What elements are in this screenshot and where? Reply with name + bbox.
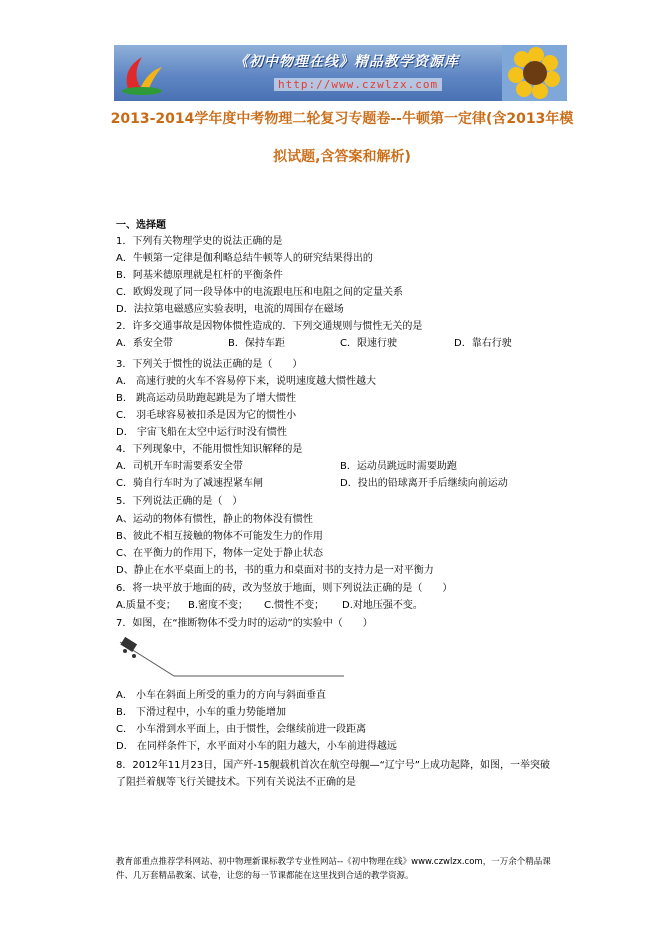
footer-note: 教育部重点推荐学科网站、初中物理新课标教学专业性网站--《初中物理在线》www.czwlzx.com，一万余个精品课件、几万套精品教案、试卷，让您的每一节课都能在这里找到合适的教学资源。	[116, 857, 551, 881]
option-b: B． 下滑过程中，小车的重力势能增加	[116, 707, 287, 718]
option-a: A． 高速行驶的火车不容易停下来，说明速度越大惯性越大	[116, 376, 377, 387]
option-d: D．法拉第电磁感应实验表明，电流的周围存在磁场	[116, 304, 344, 315]
banner-title: 《初中物理在线》精品教学资源库	[234, 54, 459, 70]
option-d: D． 在同样条件下，水平面对小车的阻力越大，小车前进得越远	[116, 741, 397, 752]
option-b: B.密度不变；	[188, 600, 249, 611]
header-banner	[114, 45, 567, 101]
option-d: D．靠右行驶	[454, 338, 512, 349]
question-stem: 3．下列关于惯性的说法正确的是（ ）	[116, 359, 303, 370]
question-stem: 4．下列现象中，不能用惯性知识解释的是	[116, 444, 303, 455]
option-b: B．保持车距	[228, 338, 285, 349]
question-stem: 7．如图，在“推断物体不受力时的运动”的实验中（ ）	[116, 618, 373, 629]
question-stem: 6．将一块平放于地面的砖，改为竖放于地面，则下列说法正确的是（ ）	[116, 583, 453, 594]
option-c: C.惯性不变；	[264, 600, 325, 611]
option-c: C．限速行驶	[340, 338, 397, 349]
sunflower-icon	[502, 45, 567, 101]
banner-url[interactable]: http://www.czwlzx.com	[274, 78, 442, 91]
option-c: C．欧姆发现了同一段导体中的电流跟电压和电阻之间的定量关系	[116, 287, 403, 298]
section-heading: 一、选择题	[116, 220, 166, 231]
option-c: C、在平衡力的作用下，物体一定处于静止状态	[116, 548, 323, 559]
option-d: D．投出的铅球离开手后继续向前运动	[340, 478, 508, 489]
option-b: B． 跳高运动员助跑起跳是为了增大惯性	[116, 393, 297, 404]
question-stem: 2．许多交通事故是因物体惯性造成的．下列交通规则与惯性无关的是	[116, 321, 423, 332]
option-d: D、静止在水平桌面上的书，书的重力和桌面对书的支持力是一对平衡力	[116, 565, 434, 576]
question-stem: 1．下列有关物理学史的说法正确的是	[116, 236, 283, 247]
option-b: B．运动员跳远时需要助跑	[340, 461, 457, 472]
option-a: A．系安全带	[116, 338, 173, 349]
option-a: A．司机开车时需要系安全带	[116, 461, 243, 472]
incline-cart-figure	[116, 636, 346, 684]
question-stem: 5．下列说法正确的是（ ）	[116, 496, 243, 507]
document-title: 2013-2014学年度中考物理二轮复习专题卷--牛顿第一定律(含2013年模拟试题,含答案和解析)	[110, 111, 574, 165]
option-b: B、彼此不相互接触的物体不可能发生力的作用	[116, 531, 323, 542]
option-a: A． 小车在斜面上所受的重力的方向与斜面垂直	[116, 690, 327, 701]
option-a: A．牛顿第一定律是伽利略总结牛顿等人的研究结果得出的	[116, 253, 373, 264]
question-stem: 8．2012年11月23日，国产歼-15舰载机首次在航空母舰—“辽宁号”上成功起降，如图，一举突破了阻拦着舰等飞行关键技术。下列有关说法不正确的是	[116, 760, 550, 788]
option-a: A.质量不变；	[116, 600, 176, 611]
option-c: C．骑自行车时为了减速捏紧车闸	[116, 478, 263, 489]
option-c: C． 小车滑到水平面上，由于惯性，会继续前进一段距离	[116, 724, 367, 735]
logo-swirl-icon	[118, 49, 166, 97]
option-d: D.对地压强不变。	[342, 600, 423, 611]
option-c: C． 羽毛球容易被扣杀是因为它的惯性小	[116, 410, 297, 421]
option-b: B．阿基米德原理就是杠杆的平衡条件	[116, 270, 283, 281]
option-a: A、运动的物体有惯性，静止的物体没有惯性	[116, 514, 313, 525]
option-d: D． 宇宙飞船在太空中运行时没有惯性	[116, 427, 287, 438]
cart-icon	[120, 637, 137, 658]
